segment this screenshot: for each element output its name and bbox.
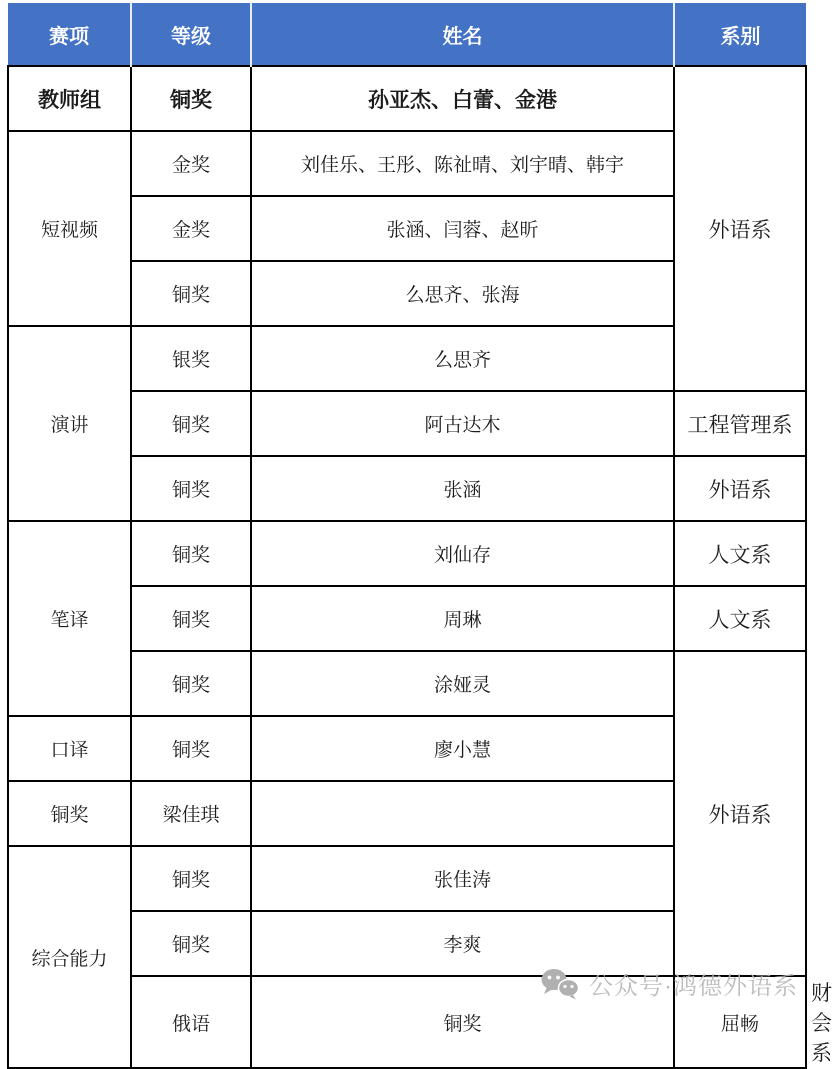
cell-event: 笔译: [8, 521, 131, 716]
column-header-dept: 系别: [674, 3, 806, 66]
cell-event: 综合能力: [8, 846, 131, 1068]
cell-level: 铜奖: [131, 521, 251, 586]
cell-level: 铜奖: [8, 781, 131, 846]
cell-name: 屈畅: [674, 976, 806, 1068]
cell-name: 涂娅灵: [251, 651, 674, 716]
cell-level: 铜奖: [131, 846, 251, 911]
cell-name: 么思齐: [251, 326, 674, 391]
cell-name: 张涵: [251, 456, 674, 521]
table-header: [8, 3, 806, 66]
cell-dept: 人文系: [674, 521, 806, 586]
cell-level: 铜奖: [131, 456, 251, 521]
cell-level: 铜奖: [131, 716, 251, 781]
cell-level: 铜奖: [131, 911, 251, 976]
cell-event: 俄语: [131, 976, 251, 1068]
watermark-text: 公众号·鸿德外语系: [589, 973, 798, 1000]
cell-dept: 人文系: [674, 586, 806, 651]
cell-dept: 外语系: [674, 456, 806, 521]
cell-event: 演讲: [8, 326, 131, 521]
table-row: 俄语 铜奖 屈畅 财会系: [8, 976, 806, 1068]
cell-dept: 外语系: [674, 651, 806, 976]
awards-table: [7, 3, 832, 1069]
cell-name: 梁佳琪: [131, 781, 251, 846]
cell-event: 口译: [8, 716, 131, 781]
cell-name: 孙亚杰、白蕾、金港: [251, 66, 674, 131]
table-body: [8, 66, 832, 1068]
cell-level: 铜奖: [251, 976, 674, 1068]
cell-name: 张佳涛: [251, 846, 674, 911]
header-row: [8, 3, 806, 66]
cell-name: 周琳: [251, 586, 674, 651]
column-header-name: 姓名: [251, 3, 674, 66]
cell-name: 刘佳乐、王彤、陈祉晴、刘宇晴、韩宇: [251, 131, 674, 196]
cell-level: 铜奖: [131, 66, 251, 131]
cell-level: 金奖: [131, 196, 251, 261]
cell-event: 短视频: [8, 131, 131, 326]
column-header-level: 等级: [131, 3, 251, 66]
cell-dept: 工程管理系: [674, 391, 806, 456]
cell-name: 廖小慧: [251, 716, 674, 781]
cell-name: 张涵、闫蓉、赵昕: [251, 196, 674, 261]
cell-level: 铜奖: [131, 586, 251, 651]
cell-name: 李爽: [251, 911, 674, 976]
cell-level: 银奖: [131, 326, 251, 391]
cell-level: 铜奖: [131, 261, 251, 326]
cell-level: 铜奖: [131, 651, 251, 716]
cell-level: 铜奖: [131, 391, 251, 456]
cell-event: 教师组: [8, 66, 131, 131]
table-row: [8, 521, 806, 586]
table-row: [8, 66, 806, 131]
cell-dept: 外语系: [674, 66, 806, 391]
column-header-event: 赛项: [8, 3, 131, 66]
cell-name: 刘仙存: [251, 521, 674, 586]
cell-name: 阿古达木: [251, 391, 674, 456]
cell-level: 金奖: [131, 131, 251, 196]
cell-name: 么思齐、张海: [251, 261, 674, 326]
